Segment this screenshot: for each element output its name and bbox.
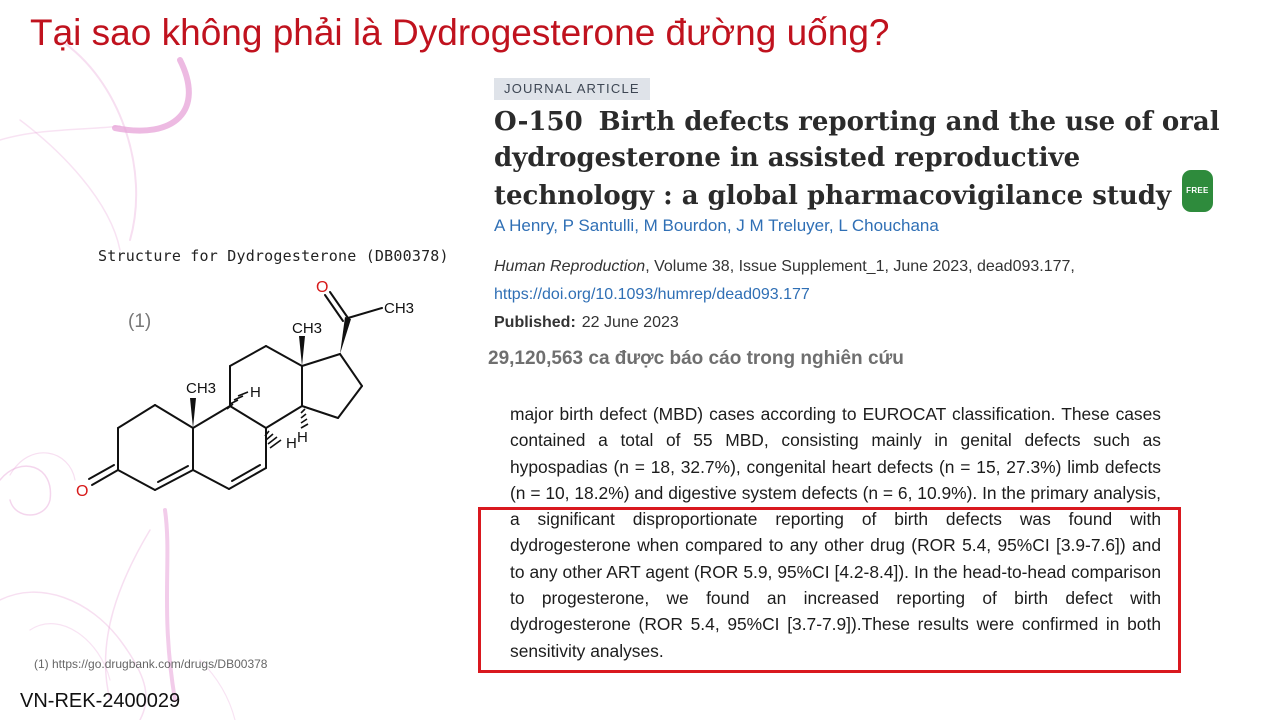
atom-label-methyl-top: CH3 bbox=[384, 300, 415, 317]
slide-title: Tại sao không phải là Dydrogesterone đường uống? bbox=[30, 12, 890, 53]
atom-label-methyl-c13: CH3 bbox=[292, 320, 323, 337]
doi-link[interactable]: https://doi.org/10.1093/humrep/dead093.177 bbox=[494, 286, 810, 303]
citation bbox=[494, 258, 1075, 276]
author-separator: , bbox=[553, 216, 563, 235]
author-link[interactable]: P Santulli bbox=[562, 216, 635, 235]
atom-label-methyl-c10: CH3 bbox=[186, 380, 217, 397]
atom-label-h8: H bbox=[286, 435, 297, 452]
document-code: VN-REK-2400029 bbox=[20, 690, 181, 712]
author-list bbox=[494, 216, 939, 236]
published-date bbox=[494, 314, 679, 332]
case-count-note: 29,120,563 ca được báo cáo trong nghiên cứu bbox=[488, 348, 904, 369]
author-link[interactable]: L Chouchana bbox=[838, 216, 939, 235]
atom-label-oxygen-top: O bbox=[316, 279, 329, 296]
published-value: 22 June 2023 bbox=[581, 314, 679, 331]
journal-name: Human Reproduction bbox=[494, 258, 646, 275]
author-separator: , bbox=[634, 216, 644, 235]
article-title-text: Birth defects reporting and the use of oral dydrogesterone in assisted reproductive technology : a global pharmacovigilance study bbox=[494, 107, 1220, 211]
structure-caption: Structure for Dydrogesterone (DB00378) bbox=[98, 247, 449, 265]
article-number: O-150 bbox=[494, 107, 583, 137]
source-reference: (1) https://go.drugbank.com/drugs/DB00378 bbox=[34, 657, 268, 671]
author-separator: , bbox=[726, 216, 737, 235]
atom-label-h14: H bbox=[297, 429, 308, 446]
reference-marker: (1) bbox=[128, 311, 152, 332]
atom-label-h9: H bbox=[250, 384, 261, 401]
citation-details: , Volume 38, Issue Supplement_1, June 2023, dead093.177, bbox=[645, 258, 1075, 275]
article-type-tag: JOURNAL ARTICLE bbox=[494, 78, 650, 100]
abstract-excerpt: major birth defect (MBD) cases according to EUROCAT classification. These cases contained a total of 55 MBD, consisting mainly in genital defects such as hypospadias (n = 18, 32.7%), congenital heart defects (n = 15, 27.3%) limb defects (n = 10, 18.2%) and digestive system defects (n = 6, 10.9%). In the primary analysis, a significant disproportionate reporting of birth defects was found with dydrogesterone when compared to any other drug (ROR 5.4, 95%CI [3.9-7.6]) and to any other ART agent (ROR 5.9, 95%CI [4.2-8.4]). In the head-to-head comparison to progesterone, we found an increased reporting of birth defect with dydrogesterone (ROR 5.4, 95%CI [3.7-7.9]).These results were confirmed in both sensitivity analyses. bbox=[510, 404, 1161, 661]
author-separator: , bbox=[828, 216, 839, 235]
author-link[interactable]: M Bourdon bbox=[643, 216, 727, 235]
free-access-badge: FREE bbox=[1182, 170, 1213, 212]
atom-label-oxygen-left: O bbox=[76, 483, 89, 500]
article-title bbox=[494, 104, 1234, 218]
dydrogesterone-structure-diagram bbox=[60, 265, 430, 505]
author-link[interactable]: A Henry bbox=[494, 216, 554, 235]
author-link[interactable]: J M Treluyer bbox=[736, 216, 829, 235]
published-label: Published: bbox=[494, 314, 576, 331]
highlight-box bbox=[478, 507, 1181, 673]
